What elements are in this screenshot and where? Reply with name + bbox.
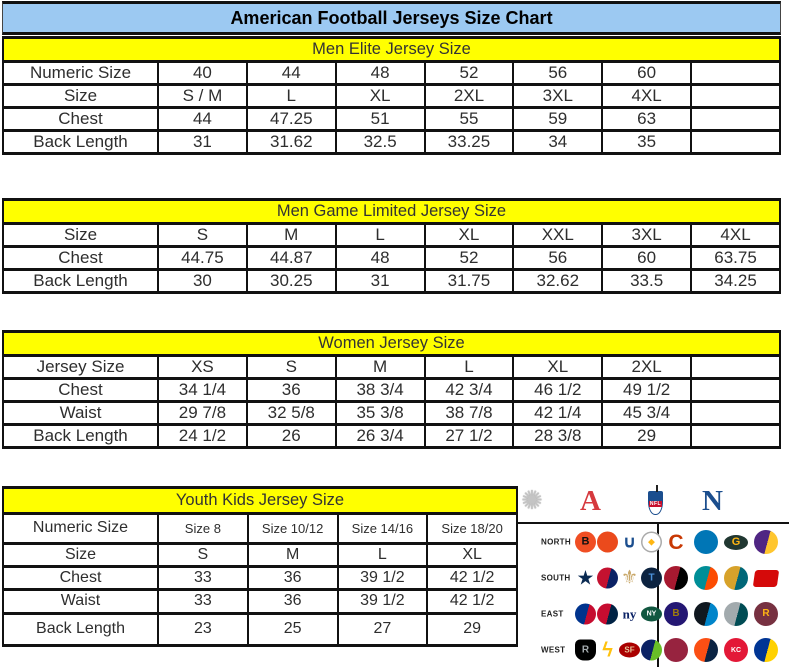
size-cell: 39 1/2 [338,567,428,590]
size-cell: 2XL [602,356,691,379]
size-cell [691,85,780,108]
row-label: Size [3,85,158,108]
logo-jaguars [724,566,748,590]
nfl-shield-text: NFL [649,501,662,507]
logo-dolphins [694,566,718,590]
afc-south-teams [575,568,662,589]
row-label: Back Length [3,270,158,293]
size-cell: 52 [425,62,514,85]
size-cell: 49 1/2 [602,379,691,402]
logo-colts: ∪ [622,532,637,552]
size-cell: 27 1/2 [425,425,514,448]
size-cell: S [247,356,336,379]
nfl-teams-grid [518,485,789,667]
nfc-east-teams [664,602,778,626]
division-row-south [518,560,789,596]
size-cell: 59 [513,108,602,131]
size-cell [691,356,780,379]
size-cell: 46 1/2 [513,379,602,402]
row-label: Back Length [3,614,158,646]
size-cell [691,425,780,448]
size-cell: 42 3/4 [425,379,514,402]
division-row-east [518,596,789,632]
size-cell: 36 [248,567,338,590]
row-label: Chest [3,108,158,131]
size-cell: 30 [158,270,247,293]
size-cell: 45 3/4 [602,402,691,425]
logo-raiders: R [575,640,596,661]
size-cell: 56 [513,247,602,270]
size-cell [691,108,780,131]
size-cell: 24 1/2 [158,425,247,448]
size-cell: 51 [336,108,425,131]
logo-rams [754,638,778,662]
logo-texans [597,568,618,589]
size-cell: 44.87 [247,247,336,270]
row-label: Jersey Size [3,356,158,379]
logo-bills [575,604,596,625]
size-cell: 29 7/8 [158,402,247,425]
afc-west-teams [575,640,662,661]
division-label: NORTH [541,537,571,547]
division-label: SOUTH [541,573,571,583]
section-title: Women Jersey Size [3,332,780,356]
size-cell: 34 [513,131,602,154]
size-cell: 48 [336,62,425,85]
size-cell: 47.25 [247,108,336,131]
size-cell: 3XL [602,224,691,247]
page-title: American Football Jerseys Size Chart [2,1,781,35]
size-cell: 30.25 [247,270,336,293]
size-cell: Size 10/12 [248,514,338,544]
size-cell: 34 1/4 [158,379,247,402]
afc-east-teams [575,604,662,625]
size-cell: Size 14/16 [338,514,428,544]
division-label: WEST [541,645,566,655]
row-label: Chest [3,567,158,590]
size-cell: M [248,544,338,567]
size-cell: 52 [425,247,514,270]
row-label: Size [3,224,158,247]
size-cell: XL [425,224,514,247]
logo-chargers: ϟ [602,639,613,661]
division-row-west [518,632,789,667]
size-cell: 26 3/4 [336,425,425,448]
size-cell: L [338,544,428,567]
size-cell: 2XL [425,85,514,108]
size-cell: XS [158,356,247,379]
logo-packers: G [724,535,748,550]
size-cell: 23 [158,614,248,646]
logo-cowboys: ★ [576,567,595,589]
size-cell: L [247,85,336,108]
size-cell: 33 [158,590,248,614]
division-row-north [518,524,789,560]
row-label: Back Length [3,425,158,448]
size-cell: M [247,224,336,247]
nfl-shield-icon [648,491,663,515]
logo-bears: C [668,530,684,554]
size-cell: 44 [247,62,336,85]
logo-cardinals [664,638,688,662]
logo-giants: ny [622,606,637,622]
row-label: Numeric Size [3,62,158,85]
logo-browns [597,532,618,553]
row-label: Waist [3,590,158,614]
logo-49ers: SF [619,643,640,658]
logo-ravens: B [664,602,688,626]
division-label: EAST [541,609,564,619]
size-cell: 42 1/4 [513,402,602,425]
size-cell: 31 [158,131,247,154]
logo-buccaneers [753,570,779,587]
size-cell: 55 [425,108,514,131]
size-cell: 29 [602,425,691,448]
starburst-icon: ✺ [521,485,543,515]
size-cell: L [336,224,425,247]
size-cell [691,131,780,154]
size-cell: 28 3/8 [513,425,602,448]
size-cell: XXL [513,224,602,247]
size-cell: 39 1/2 [338,590,428,614]
size-cell: S [158,544,248,567]
section-title: Men Game Limited Jersey Size [3,200,780,224]
size-cell: 38 7/8 [425,402,514,425]
size-cell: 42 1/2 [427,590,517,614]
nfc-north-teams [664,530,778,554]
section-title: Men Elite Jersey Size [3,38,780,62]
size-cell: 25 [248,614,338,646]
logo-steelers: ◆ [641,532,662,553]
size-cell: 4XL [602,85,691,108]
size-cell: 36 [248,590,338,614]
size-cell: XL [336,85,425,108]
size-cell [691,379,780,402]
size-cell: S / M [158,85,247,108]
women-size-table [2,330,781,449]
size-cell: 44 [158,108,247,131]
size-cell: 33 [158,567,248,590]
size-cell: Size 18/20 [427,514,517,544]
logo-patriots [597,604,618,625]
size-cell: 27 [338,614,428,646]
section-title: Youth Kids Jersey Size [3,488,517,514]
logo-titans: T [641,568,662,589]
logo-jets: NY [641,607,662,622]
logo-panthers [694,602,718,626]
size-cell: 31.75 [425,270,514,293]
size-cell: XL [427,544,517,567]
size-cell: S [158,224,247,247]
logo-falcons [664,566,688,590]
size-cell [691,62,780,85]
logo-broncos [694,638,718,662]
row-label: Numeric Size [3,514,158,544]
size-cell: M [336,356,425,379]
size-cell: 35 3/8 [336,402,425,425]
size-cell: 29 [427,614,517,646]
row-label: Chest [3,379,158,402]
size-cell: 63.75 [691,247,780,270]
size-cell: 63 [602,108,691,131]
size-cell: 60 [602,247,691,270]
size-cell: XL [513,356,602,379]
row-label: Back Length [3,131,158,154]
afc-logo: A [580,485,601,517]
row-label: Size [3,544,158,567]
size-cell: 44.75 [158,247,247,270]
size-cell: 32 5/8 [247,402,336,425]
logo-vikings [754,530,778,554]
size-cell: 33.5 [602,270,691,293]
size-cell: L [425,356,514,379]
size-cell: 40 [158,62,247,85]
size-cell: 31.62 [247,131,336,154]
division-rows [518,524,789,667]
men-game-limited-size-table [2,198,781,294]
size-cell: 34.25 [691,270,780,293]
logo-redskins: R [754,602,778,626]
size-cell: 36 [247,379,336,402]
row-label: Waist [3,402,158,425]
logo-lions [694,530,718,554]
size-cell: 56 [513,62,602,85]
size-cell: 35 [602,131,691,154]
nfc-south-teams [664,566,778,590]
men-elite-size-table [2,36,781,155]
size-cell [691,402,780,425]
logo-bengals: B [575,532,596,553]
size-cell: 31 [336,270,425,293]
nfc-logo: N [702,485,723,517]
logo-seahawks [641,640,662,661]
size-cell: 60 [602,62,691,85]
size-cell: 42 1/2 [427,567,517,590]
size-cell: 4XL [691,224,780,247]
nfc-west-teams [664,638,778,662]
size-cell: Size 8 [158,514,248,544]
size-cell: 32.62 [513,270,602,293]
size-cell: 26 [247,425,336,448]
size-cell: 38 3/4 [336,379,425,402]
size-cell: 32.5 [336,131,425,154]
logo-saints: ⚜ [620,567,639,589]
afc-north-teams [575,532,662,553]
size-cell: 33.25 [425,131,514,154]
size-cell: 3XL [513,85,602,108]
logo-chiefs: KC [724,638,748,662]
youth-kids-size-table [2,486,518,647]
size-cell: 48 [336,247,425,270]
row-label: Chest [3,247,158,270]
logo-eagles [724,602,748,626]
